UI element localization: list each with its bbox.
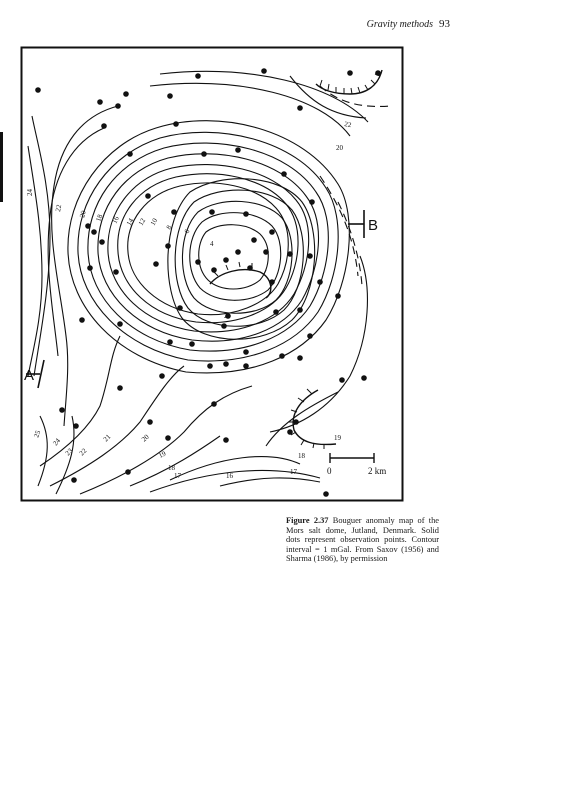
contour-label: 4: [210, 240, 214, 248]
contour-label: 22: [54, 204, 64, 213]
contour-label: 6: [182, 227, 192, 235]
contour-label: 20: [78, 209, 88, 219]
contour-label: 16: [226, 472, 233, 480]
contour-label: 16: [110, 215, 121, 225]
contour-label: 18: [94, 213, 105, 223]
contour-label: 18: [298, 452, 305, 460]
contour-label: 8: [164, 223, 174, 231]
contour-label: 10: [148, 216, 160, 227]
bouguer-anomaly-map: [20, 46, 404, 502]
contour-label: 20: [336, 144, 343, 152]
map-svg: [20, 46, 404, 502]
caption-text: Bouguer anomaly map of the Mors salt dome, Jutland, Denmark. Solid dots represent observation points. Contour interval = 1 mGal. From Saxov (1956) and Sharma (1986), by permission: [286, 516, 440, 564]
contour-label: 20: [140, 432, 151, 444]
page-number: 93: [439, 18, 450, 30]
contour-label: 19: [334, 434, 341, 442]
section-title: Gravity methods: [366, 19, 433, 30]
scale-zero-label: 0: [327, 466, 332, 476]
scale-end-label: 2 km: [368, 466, 387, 476]
contour-label: 21: [101, 432, 113, 444]
running-head: [367, 18, 450, 30]
contour-label: 22: [343, 120, 352, 130]
contour-label: 14: [124, 216, 136, 227]
contour-label: 12: [136, 216, 148, 227]
profile-start-label: A: [24, 367, 35, 384]
contour-label: 24: [26, 189, 34, 196]
contour-label: 17: [174, 472, 181, 480]
figure-caption: [286, 516, 439, 564]
contour-label: 18: [168, 464, 175, 472]
figure-label: Figure 2.37: [286, 516, 329, 525]
contour-label: 25: [32, 429, 43, 439]
contour-label: 22: [77, 446, 89, 458]
profile-end-label: B: [368, 217, 379, 234]
contour-label: 2: [224, 312, 228, 320]
contour-label: 23: [63, 446, 75, 458]
contour-label: 17: [290, 468, 297, 476]
page-edge-mark: [0, 132, 3, 202]
contour-label: 24: [51, 436, 63, 448]
contour-label: 19: [157, 449, 168, 460]
